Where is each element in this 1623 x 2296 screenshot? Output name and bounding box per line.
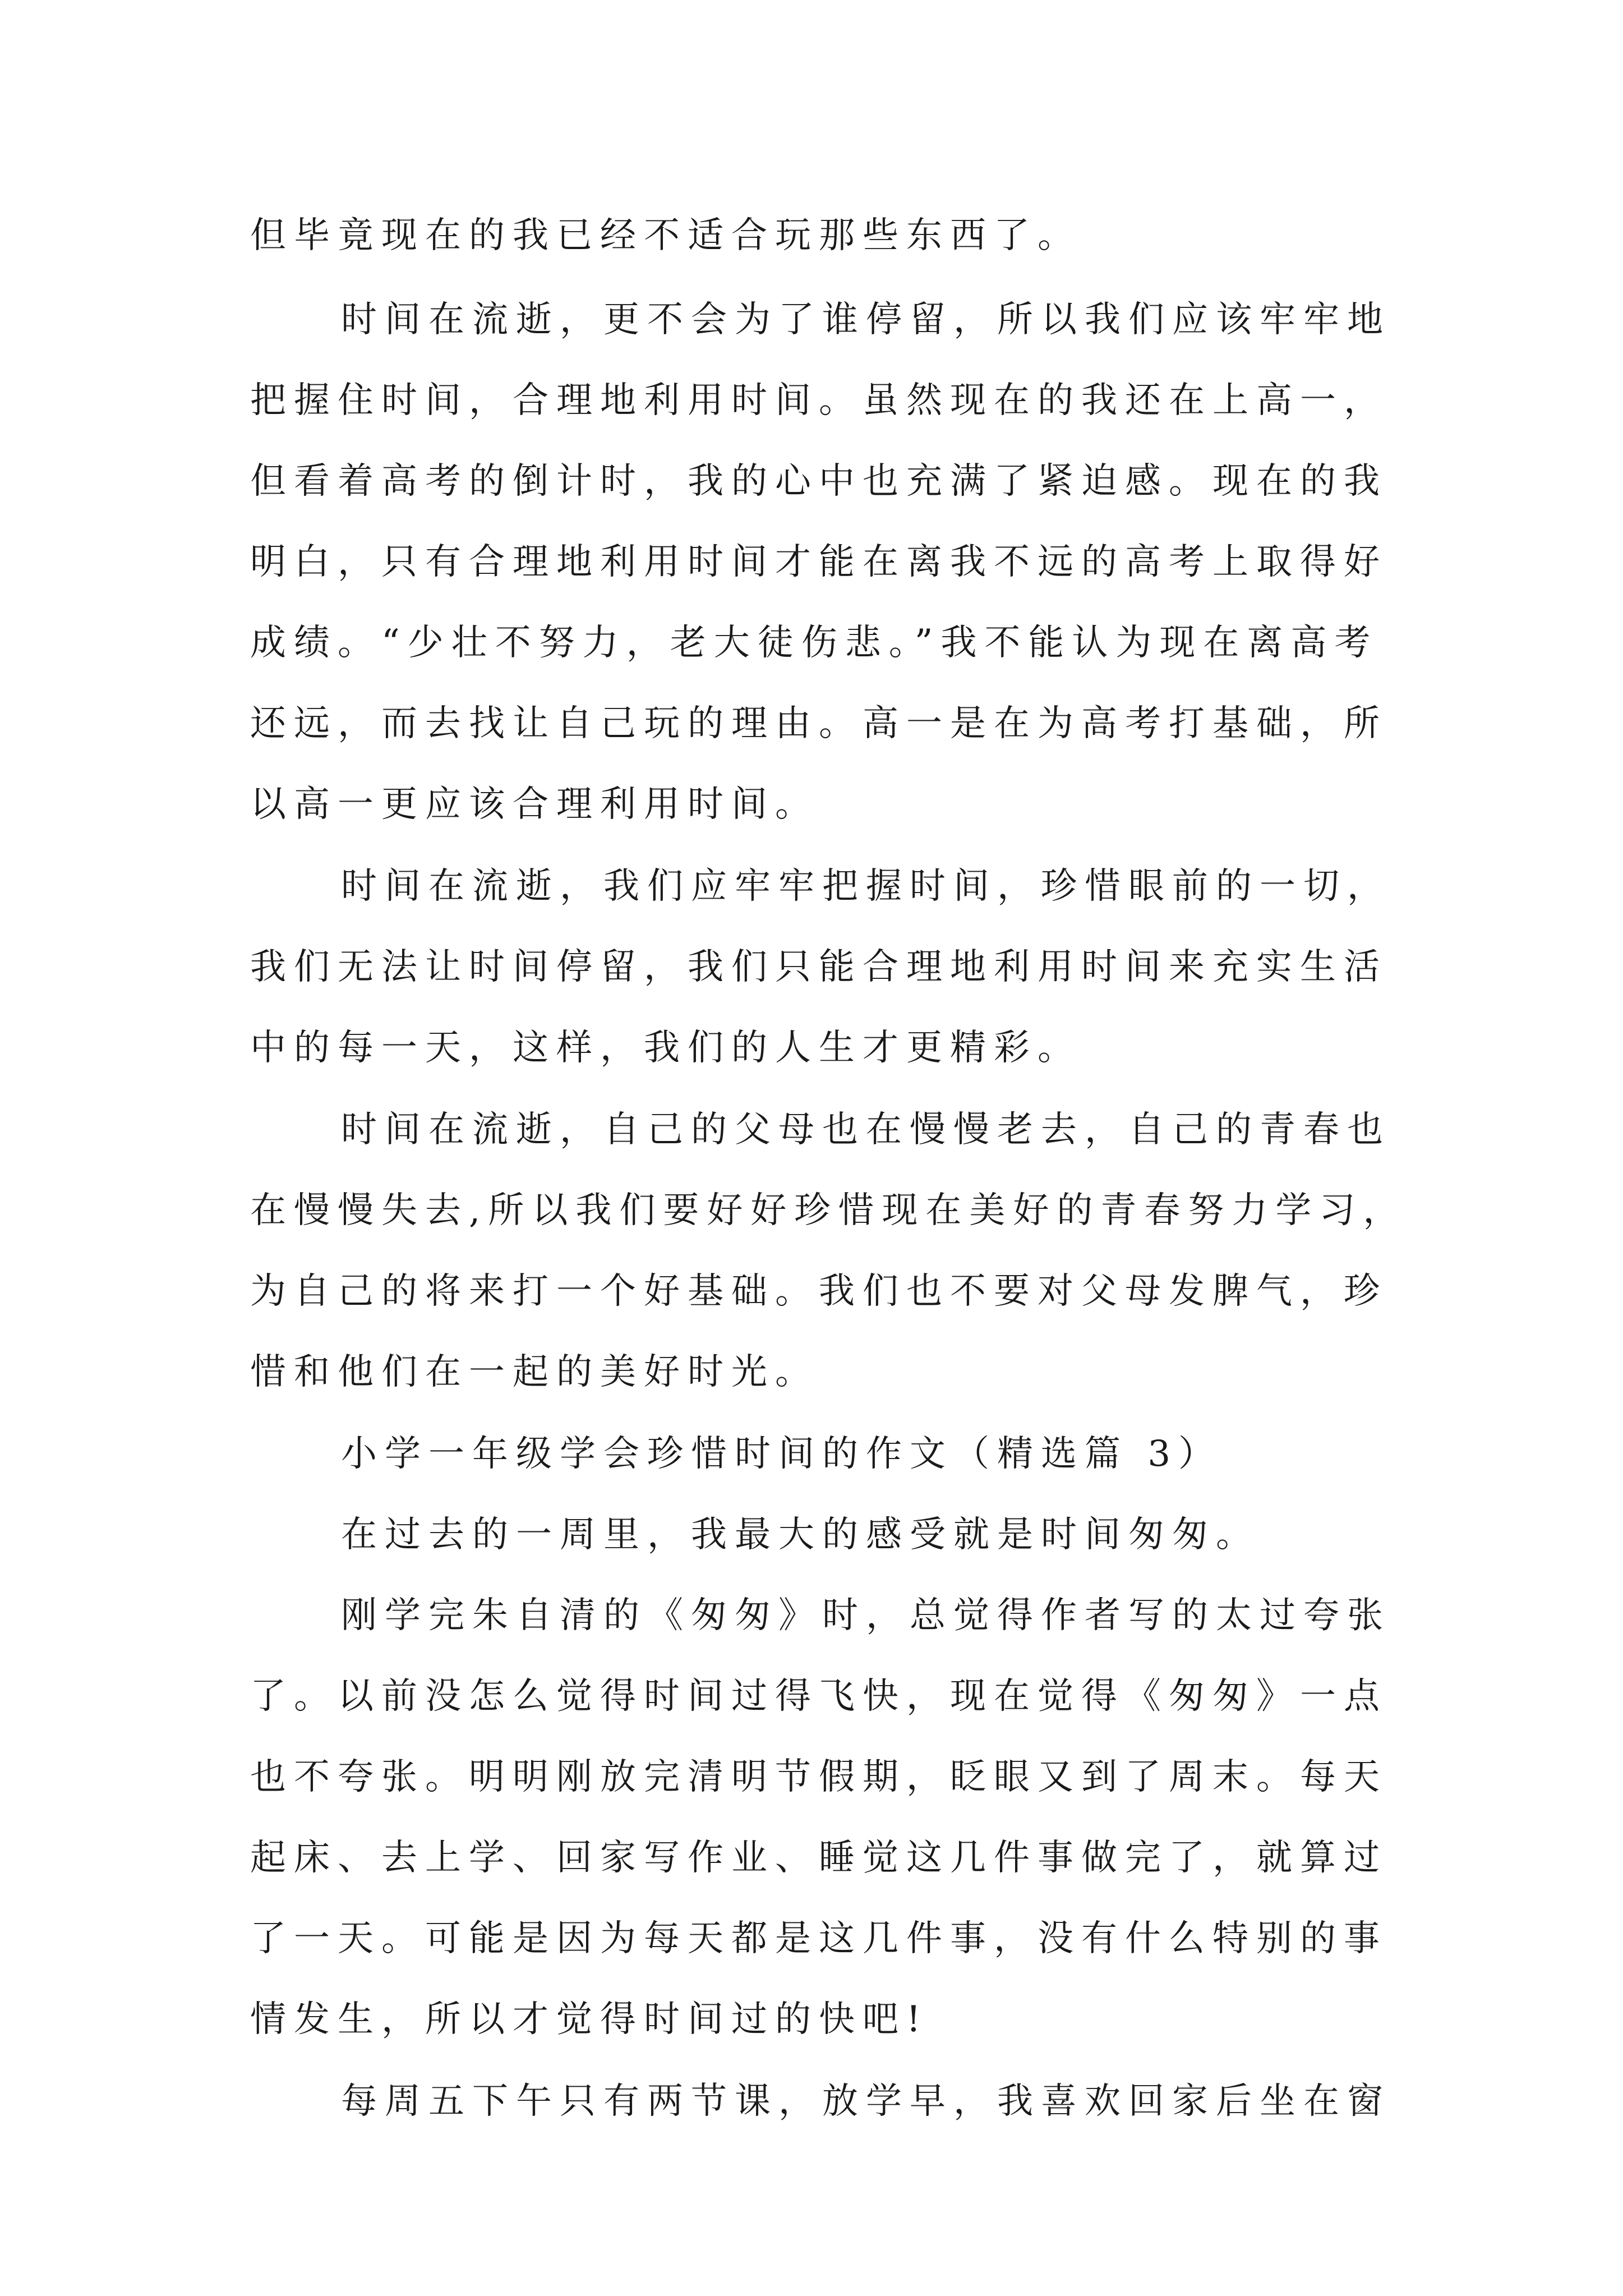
text-line: 我们无法让时间停留，我们只能合理地利用时间来充实生活 xyxy=(250,946,1387,988)
text-line: 把握住时间，合理地利用时间。虽然现在的我还在上高一， xyxy=(250,380,1387,421)
text-line: 中的每一天，这样，我们的人生才更精彩。 xyxy=(250,1027,1081,1069)
paragraph-first-line: 时间在流逝，更不会为了谁停留，所以我们应该牢牢地 xyxy=(341,299,1391,341)
paragraph-first-line: 刚学完朱自清的《匆匆》时，总觉得作者写的太过夸张 xyxy=(341,1595,1391,1636)
text-line: 以高一更应该合理利用时间。 xyxy=(250,784,819,825)
text-line: 但看着高考的倒计时，我的心中也充满了紧迫感。现在的我 xyxy=(250,461,1387,502)
text-line: 了。以前没怎么觉得时间过得飞快，现在觉得《匆匆》一点 xyxy=(250,1676,1387,1717)
text-line: 明白，只有合理地利用时间才能在离我不远的高考上取得好 xyxy=(250,541,1387,583)
text-line: 了一天。可能是因为每天都是这几件事，没有什么特别的事 xyxy=(250,1918,1387,1959)
text-line: 成绩。“少壮不努力，老大徒伤悲。”我不能认为现在离高考 xyxy=(250,622,1378,664)
paragraph-first-line: 在过去的一周里，我最大的感受就是时间匆匆。 xyxy=(341,1514,1260,1556)
text-line: 还远，而去找让自己玩的理由。高一是在为高考打基础，所 xyxy=(250,703,1387,744)
text-line: 在慢慢失去,所以我们要好好珍惜现在美好的青春努力学习， xyxy=(250,1190,1407,1231)
text-line: 也不夸张。明明刚放完清明节假期，眨眼又到了周末。每天 xyxy=(250,1756,1387,1798)
paragraph-first-line: 每周五下午只有两节课，放学早，我喜欢回家后坐在窗 xyxy=(341,2081,1391,2122)
text-line: 为自己的将来打一个好基础。我们也不要对父母发脾气，珍 xyxy=(250,1271,1387,1312)
section-heading: 小学一年级学会珍惜时间的作文（精选篇 3） xyxy=(341,1433,1223,1475)
paragraph-first-line: 时间在流逝，我们应牢牢把握时间，珍惜眼前的一切， xyxy=(341,866,1391,907)
text-line: 情发生，所以才觉得时间过的快吧! xyxy=(250,1999,929,2040)
paragraph-first-line: 时间在流逝，自己的父母也在慢慢老去，自己的青春也 xyxy=(341,1109,1391,1151)
text-line: 惜和他们在一起的美好时光。 xyxy=(250,1351,819,1393)
text-line: 但毕竟现在的我已经不适合玩那些东西了。 xyxy=(250,215,1081,256)
text-line: 起床、去上学、回家写作业、睡觉这几件事做完了，就算过 xyxy=(250,1837,1387,1879)
